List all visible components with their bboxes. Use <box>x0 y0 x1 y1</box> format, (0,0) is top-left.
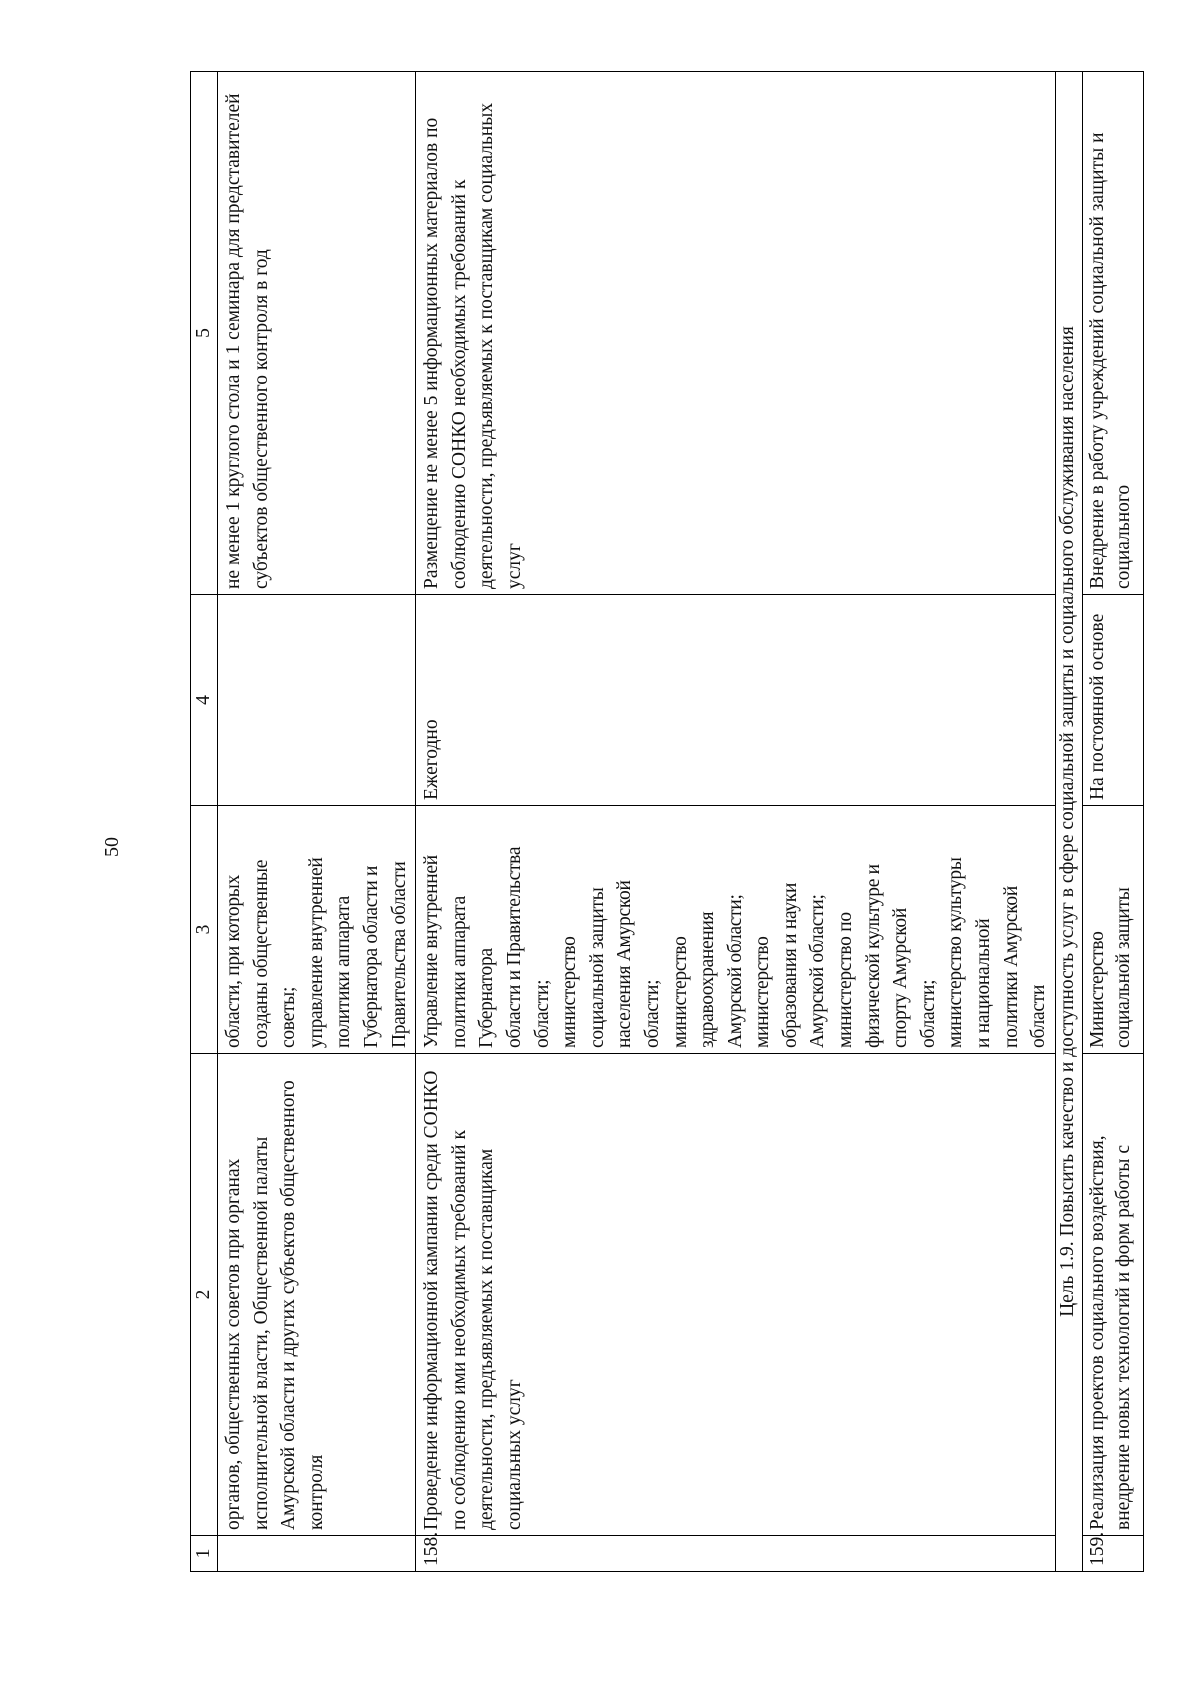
executor-line: советы; <box>278 986 300 1048</box>
executor-line: и национальной <box>973 918 995 1048</box>
activity-cell: Проведение информационной кампании среди СОНКО по соблюдению ими необходимых требований к деятельности, предъявляемых к поставщикам социальных услуг <box>416 1054 1056 1536</box>
goal-row <box>1055 72 1082 1572</box>
executor-line: спорту Амурской <box>890 908 912 1048</box>
executors-cell <box>416 806 1056 1054</box>
executor-line: Губернатора <box>476 948 498 1048</box>
activity-cell: Реализация проектов социального воздействия, внедрение новых технологий и форм работы с <box>1082 1054 1143 1536</box>
executor-line: Амурской области; <box>724 894 746 1048</box>
executor-line: Министерство <box>1086 931 1108 1048</box>
executors-cell <box>1082 806 1143 1054</box>
executor-line: Управление внутренней <box>421 855 443 1048</box>
executor-line: министерство <box>669 936 691 1048</box>
executor-line: политики аппарата <box>333 896 355 1048</box>
header-col-1: 1 <box>191 1536 218 1572</box>
result-cell: Размещение не менее 5 информационных материалов по соблюдению СОНКО необходимых требований к деятельности, предъявляемых к поставщикам социальных услуг <box>416 72 1056 595</box>
table-row-158 <box>416 72 1056 1572</box>
table-row-continued <box>218 72 416 1572</box>
header-row <box>191 72 218 1572</box>
executor-line: области <box>1028 984 1050 1048</box>
executor-line: области; <box>917 979 939 1048</box>
executor-line: области, при которых <box>223 874 244 1048</box>
executor-line: здравоохранения <box>697 911 719 1048</box>
period-cell: Ежегодно <box>416 595 1056 806</box>
executor-line: области; <box>641 979 663 1048</box>
page-number: 50 <box>101 837 123 857</box>
result-cell: не менее 1 круглого стола и 1 семинара для представителей субъектов общественного контроля в год <box>218 72 416 595</box>
goal-heading: Цель 1.9. Повысить качество и доступность услуг в сфере социальной защиты и социального обслуживания населения <box>1055 72 1082 1572</box>
header-col-3: 3 <box>191 806 218 1054</box>
table-row-159 <box>1082 72 1143 1572</box>
header-col-4: 4 <box>191 595 218 806</box>
row-number <box>218 1536 416 1572</box>
executor-line: политики Амурской <box>1000 886 1022 1048</box>
executor-line: области; <box>531 979 553 1048</box>
header-col-5: 5 <box>191 72 218 595</box>
executor-line: министерство <box>559 936 581 1048</box>
rotated-page-content <box>190 72 1134 1572</box>
header-col-2: 2 <box>191 1054 218 1536</box>
executor-line: Правительства области <box>388 861 410 1048</box>
executor-line: управление внутренней <box>305 857 327 1048</box>
executor-line: области и Правительства <box>503 846 525 1048</box>
period-cell: На постоянной основе <box>1082 595 1143 806</box>
executor-line: министерство по <box>835 912 857 1048</box>
executor-line: Амурской области; <box>807 894 829 1048</box>
row-number: 158. <box>416 1536 1056 1572</box>
executor-line: социальной защиты <box>1112 887 1134 1048</box>
executor-line: населения Амурской <box>614 880 636 1048</box>
executor-line: социальной защиты <box>586 887 608 1048</box>
executor-line: министерство культуры <box>945 857 967 1048</box>
executor-line: созданы общественные <box>250 859 272 1048</box>
executor-line: политики аппарата <box>448 896 470 1048</box>
executor-line: Губернатора области и <box>360 865 382 1048</box>
result-cell: Внедрение в работу учреждений социальной защиты и социального <box>1082 72 1143 595</box>
row-number: 159. <box>1082 1536 1143 1572</box>
period-cell <box>218 595 416 806</box>
activity-table <box>190 71 1144 1572</box>
executor-line: образования и науки <box>779 882 801 1048</box>
activity-cell: органов, общественных советов при органах исполнительной власти, Общественной палаты Амурской области и других субъектов общественного контроля <box>218 1054 416 1536</box>
executors-cell <box>218 806 416 1054</box>
executor-line: физической культуре и <box>862 864 884 1048</box>
executor-line: министерство <box>752 936 774 1048</box>
